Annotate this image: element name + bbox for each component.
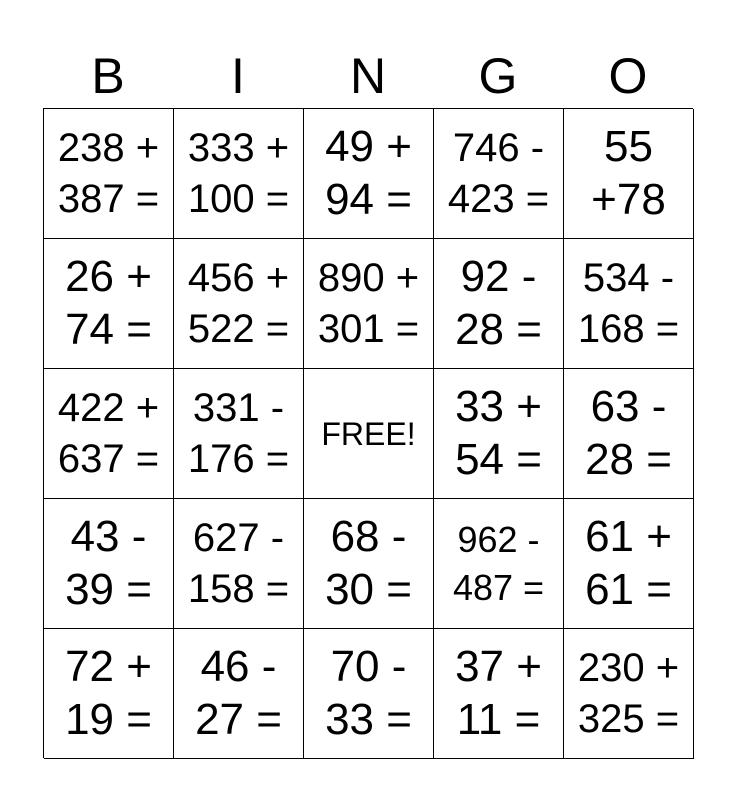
bingo-cell[interactable]: [174, 109, 304, 239]
bingo-cell[interactable]: [44, 629, 174, 759]
bingo-cell[interactable]: [44, 369, 174, 499]
bingo-cell[interactable]: [304, 239, 434, 369]
header-letter-o: O: [608, 48, 648, 104]
header-letter-g: G: [478, 48, 518, 104]
cell-text: 331 - 176 =: [187, 386, 290, 481]
bingo-cell[interactable]: [564, 629, 694, 759]
bingo-cell[interactable]: [174, 239, 304, 369]
free-space[interactable]: [304, 369, 434, 499]
cell-text: 72 + 19 =: [65, 641, 152, 744]
header-letter-n: N: [349, 48, 387, 104]
free-space-label: FREE!: [321, 415, 416, 452]
bingo-cell[interactable]: [564, 239, 694, 369]
bingo-card-grid: [43, 108, 693, 758]
cell-text: 238 + 387 =: [57, 126, 160, 221]
cell-text: 456 + 522 =: [187, 256, 290, 351]
cell-text: 63 - 28 =: [585, 381, 672, 484]
cell-text: 46 - 27 =: [195, 641, 282, 744]
cell-text: 92 - 28 =: [455, 251, 542, 354]
bingo-cell[interactable]: [44, 239, 174, 369]
bingo-cell[interactable]: [174, 629, 304, 759]
bingo-cell[interactable]: [304, 499, 434, 629]
cell-text: 627 - 158 =: [187, 516, 290, 611]
header-letter-i: I: [231, 48, 245, 104]
bingo-cell[interactable]: [304, 109, 434, 239]
bingo-cell[interactable]: [434, 109, 564, 239]
bingo-cell[interactable]: [304, 629, 434, 759]
bingo-cell[interactable]: [564, 499, 694, 629]
bingo-cell[interactable]: [434, 629, 564, 759]
cell-text: 230 + 325 =: [577, 646, 680, 741]
bingo-header: [43, 44, 693, 108]
cell-text: 746 - 423 =: [447, 126, 550, 221]
cell-text: 890 + 301 =: [317, 256, 420, 351]
bingo-cell[interactable]: [44, 109, 174, 239]
header-letter-b: B: [91, 48, 125, 104]
bingo-cell[interactable]: [564, 109, 694, 239]
bingo-cell[interactable]: [174, 499, 304, 629]
cell-text: 534 - 168 =: [577, 256, 680, 351]
cell-text: 962 - 487 =: [452, 518, 545, 608]
cell-text: 333 + 100 =: [187, 126, 290, 221]
bingo-cell[interactable]: [434, 239, 564, 369]
cell-text: 33 + 54 =: [455, 381, 542, 484]
cell-text: 55 +78: [591, 121, 666, 224]
cell-text: 49 + 94 =: [325, 121, 412, 224]
bingo-cell[interactable]: [174, 369, 304, 499]
cell-text: 68 - 30 =: [325, 511, 412, 614]
bingo-cell[interactable]: [434, 369, 564, 499]
cell-text: 61 + 61 =: [585, 511, 672, 614]
cell-text: 70 - 33 =: [325, 641, 412, 744]
cell-text: 422 + 637 =: [57, 386, 160, 481]
cell-text: 26 + 74 =: [65, 251, 152, 354]
cell-text: 37 + 11 =: [455, 641, 542, 744]
cell-text: 43 - 39 =: [65, 511, 152, 614]
bingo-cell[interactable]: [434, 499, 564, 629]
bingo-cell[interactable]: [44, 499, 174, 629]
bingo-cell[interactable]: [564, 369, 694, 499]
